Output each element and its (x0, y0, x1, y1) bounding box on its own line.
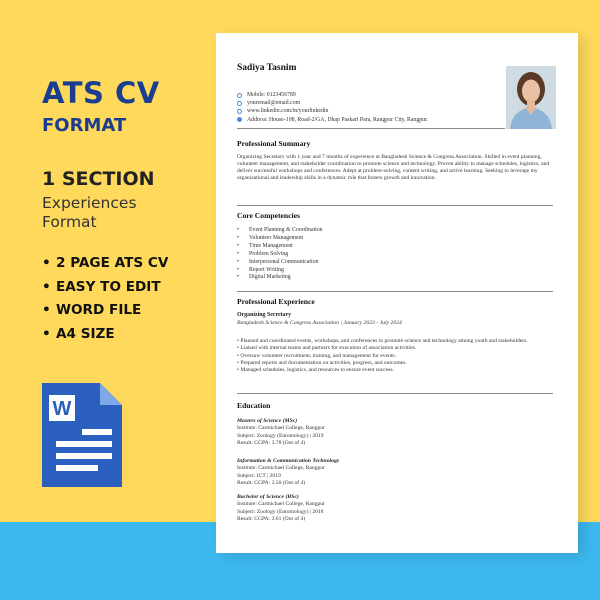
experience-title: Professional Experience (237, 297, 315, 306)
degree: Information & Communication Technology (237, 458, 340, 464)
competency-item: • Volunteer Management (237, 235, 323, 243)
job-bullet: • Liaised with internal teams and partners for execution of association activities. (237, 345, 417, 352)
institute: Institute: Carmichael College, Rangpur (237, 465, 325, 471)
result: Result: CGPA: 3.50 (Out of 4) (237, 480, 306, 487)
education-title: Education (237, 401, 271, 410)
ad-title: ATS CV (42, 76, 160, 110)
contact-row: Mobile: 0123456789 (237, 91, 507, 99)
feature-list (42, 252, 217, 346)
phone-icon (237, 93, 242, 98)
result: Result: CGPA: 3.61 (Out of 4) (237, 516, 306, 523)
feature-item: • EASY TO EDIT (42, 278, 161, 295)
job-bullet: • Prepared reports and documentation on activities, progress, and outcomes. (237, 359, 407, 366)
competency-item: • Problem Solving (237, 251, 323, 259)
linkedin-icon (237, 109, 242, 114)
competency-item: • Report Writing (237, 267, 323, 275)
microsoft-word-icon (42, 383, 122, 487)
email-icon (237, 101, 242, 106)
education-entry (237, 493, 537, 524)
contact-row: youremail@email.com (237, 99, 507, 107)
degree: Masters of Science (MSc) (237, 418, 298, 424)
ad-panel (42, 78, 217, 346)
word-icon-letter: W (52, 398, 72, 420)
summary-text: Organizing Secretary with 1 year and 7 months of experience at Bangladesh Science & Congress Association. Skilled in event planning, volunteer management, and stakeholder coordination to promote science and technology. Proven ability to manage schedules, logistics, and deliver successful workshops and conferences. Adept at problem-solving, content writing, and active learning. Seeking to leverage my organizational and leadership skills in a dynamic role that fosters growth and innovation. (237, 154, 550, 182)
education-entry (237, 417, 537, 448)
result: Result: CGPA: 3.78 (Out of 4) (237, 440, 306, 447)
contact-row: Address: House-108, Road-2/GA, Dhap Paskari Para, Rangpur City, Rangpur. (237, 116, 507, 124)
job-bullets (237, 338, 555, 374)
competencies-list (237, 227, 323, 282)
competency-item: • Time Management (237, 243, 323, 251)
job-bullet: • Planned and coordinated events, workshops, and conferences to promote science and technology among youth and stakeholders. (237, 338, 528, 344)
education-entry (237, 457, 537, 488)
contact-row: www.linkedin.com/in/yourlinkedin (237, 107, 507, 115)
ad-section-line-1: Experiences (42, 194, 137, 212)
job-title: Organizing Secretary (237, 312, 292, 318)
summary-title: Professional Summary (237, 139, 311, 148)
competencies-title: Core Competencies (237, 211, 300, 220)
cv-name: Sadiya Tasnim (237, 63, 297, 73)
competency-item: • Interpersonal Communication (237, 259, 323, 267)
contact-list (237, 91, 507, 124)
ad-subtitle: FORMAT (42, 115, 127, 136)
cv-page (216, 33, 578, 553)
subject: Subject: Zoology (Entomology) | 2018 (237, 508, 324, 515)
competency-item: • Digital Marketing (237, 274, 323, 282)
feature-item: • WORD FILE (42, 302, 142, 318)
feature-item: • A4 SIZE (42, 325, 115, 342)
job-bullet: • Managed schedules, logistics, and resources to ensure event success. (237, 367, 394, 374)
ad-section-heading: 1 SECTION (42, 168, 155, 190)
divider (237, 128, 505, 129)
divider (237, 291, 553, 292)
institute: Institute: Carmichael College, Rangpur (237, 501, 325, 507)
degree: Bachelor of Science (BSc) (237, 494, 299, 500)
competency-item: • Event Planning & Coordination (237, 227, 323, 235)
divider (237, 205, 553, 206)
institute: Institute: Carmichael College, Rangpur (237, 425, 325, 431)
divider (237, 393, 553, 394)
ad-section-line-2: Format (42, 213, 97, 231)
location-icon (237, 117, 242, 122)
feature-item: • 2 PAGE ATS CV (42, 255, 169, 271)
subject: Subject: ICT | 2019 (237, 472, 281, 479)
job-bullet: • Oversaw volunteer recruitment, training, and management for events. (237, 352, 396, 359)
subject: Subject: Zoology (Entomology) | 2019 (237, 432, 324, 439)
job-organization: Bangladesh Science & Congress Association | January 2023 - July 2024 (237, 320, 402, 326)
profile-photo (506, 66, 556, 129)
